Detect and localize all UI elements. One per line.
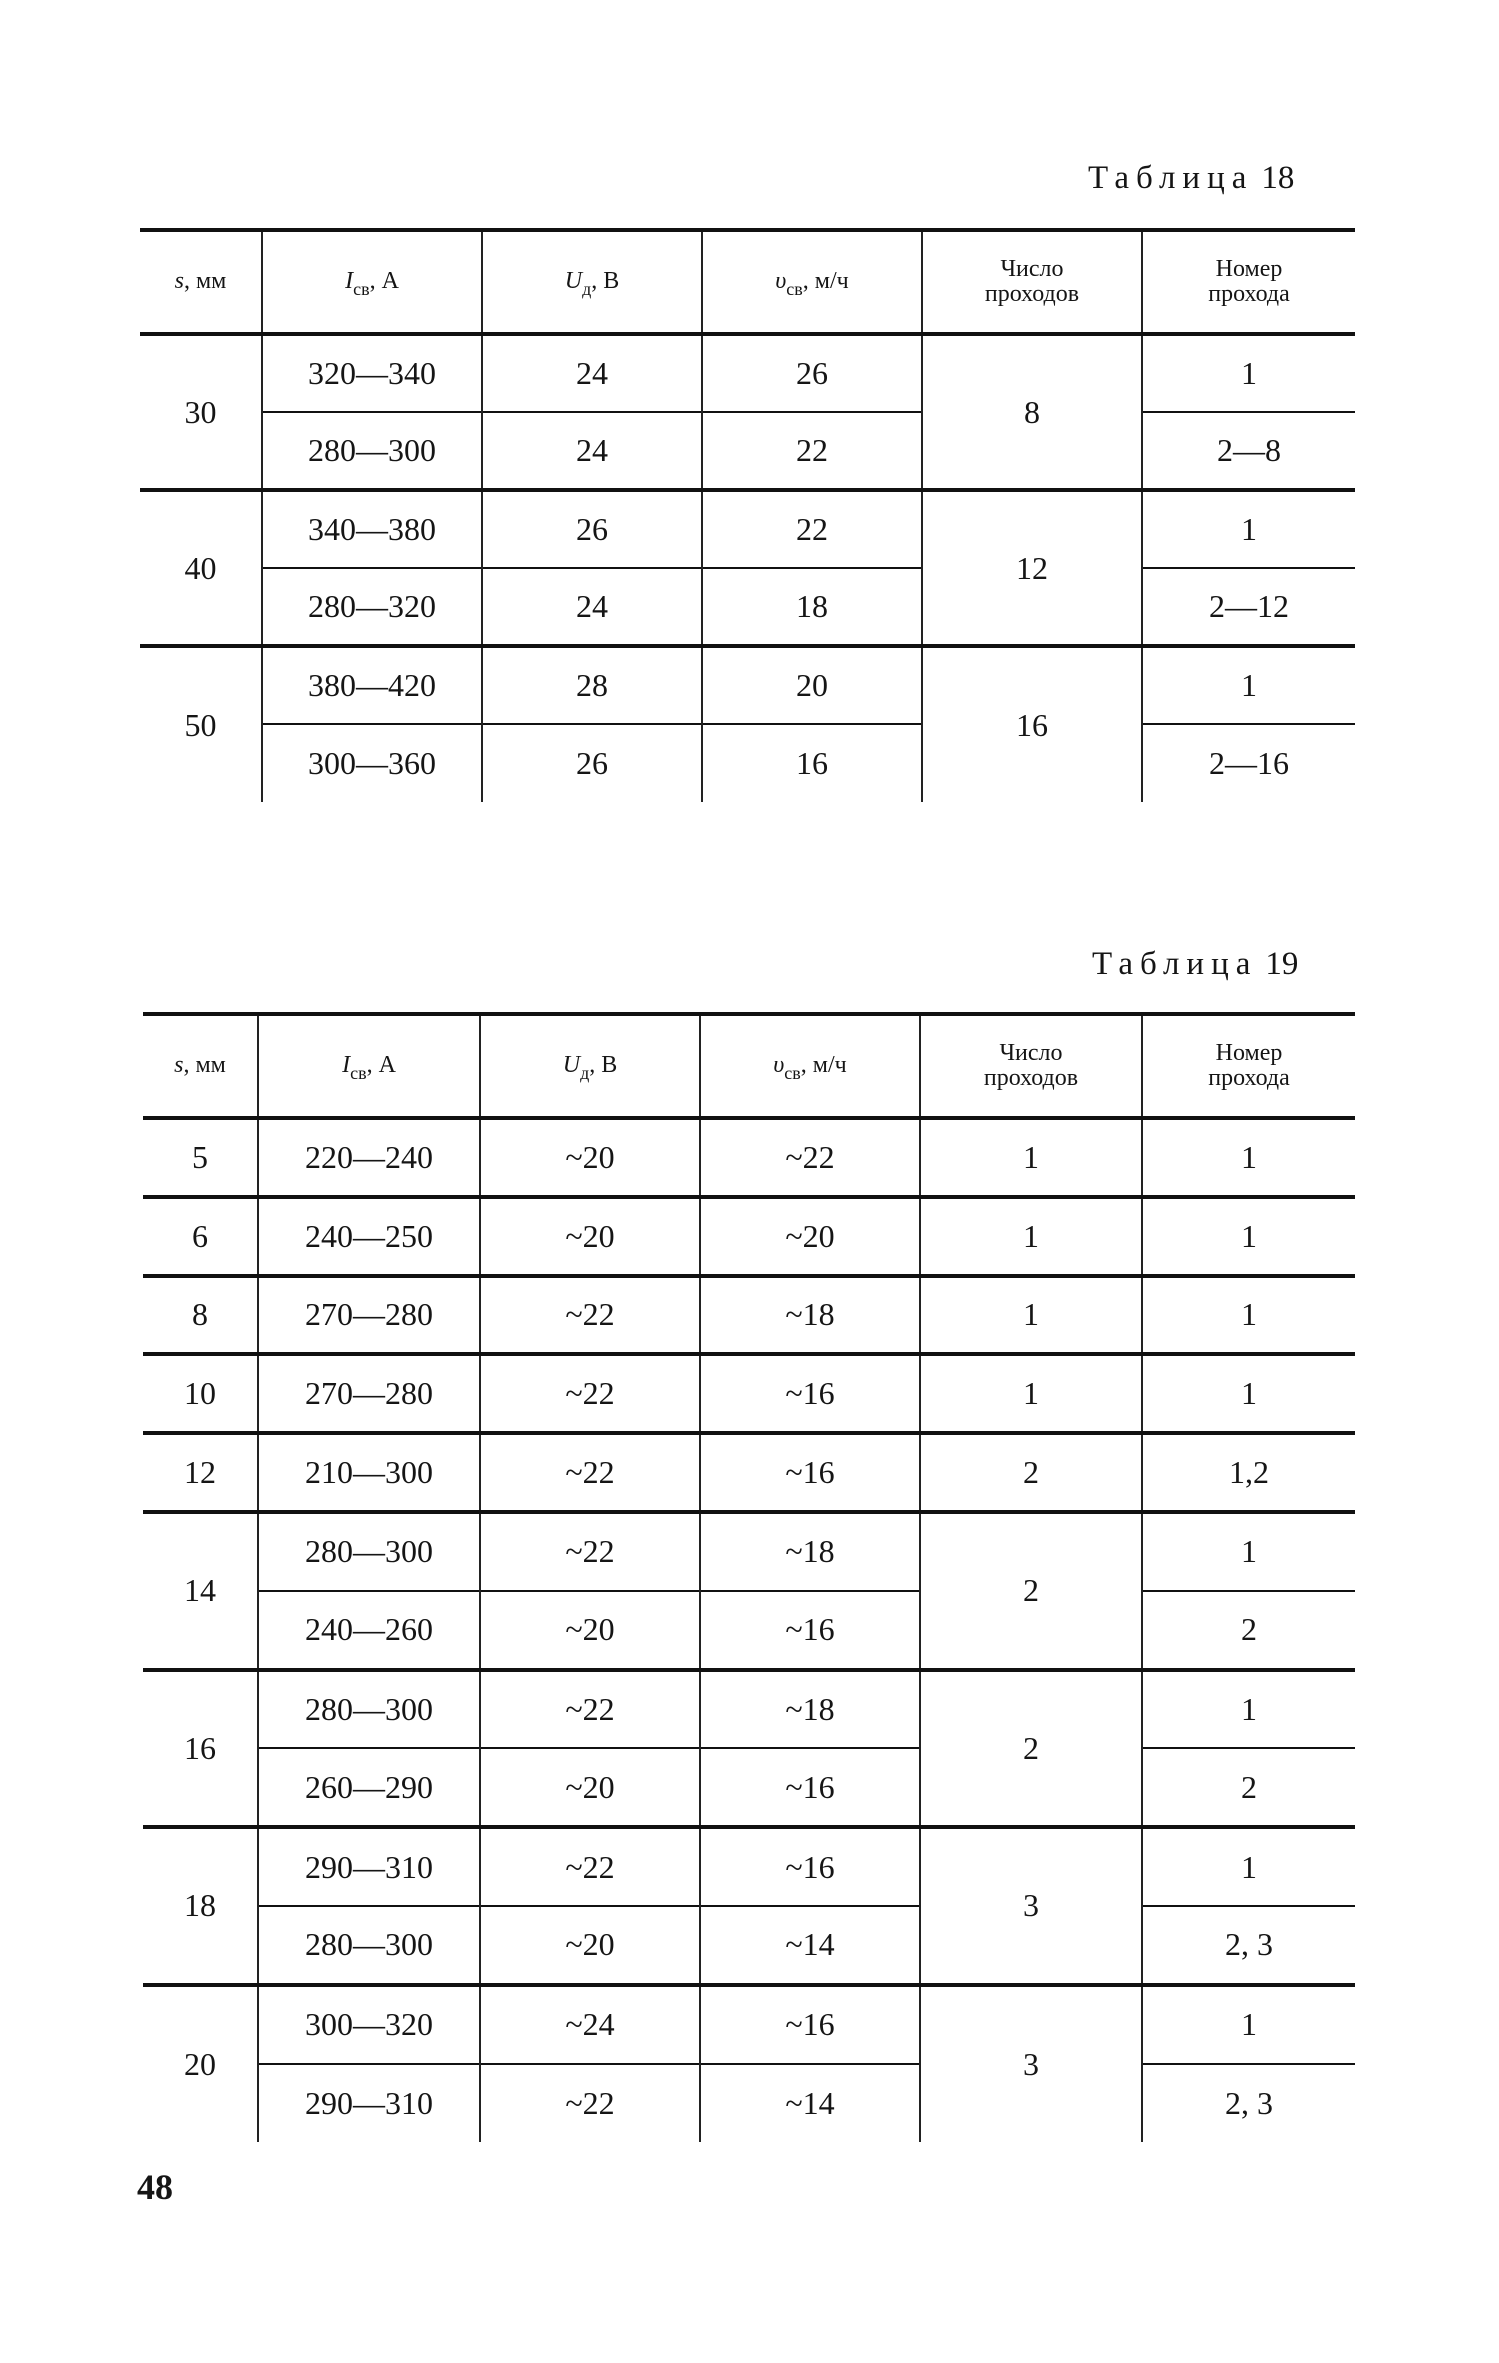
table-row — [143, 1118, 1355, 1197]
cell-voltage: 28 — [482, 646, 702, 724]
header-passes — [922, 230, 1142, 334]
cell-speed: ~18 — [700, 1512, 920, 1591]
cell-voltage: ~20 — [480, 1591, 700, 1670]
cell-speed: ~16 — [700, 1985, 920, 2064]
cell-current: 240—260 — [258, 1591, 480, 1670]
cell-thickness: 10 — [143, 1354, 258, 1433]
cell-speed: ~14 — [700, 2064, 920, 2143]
cell-voltage: ~22 — [480, 1433, 700, 1512]
cell-passes: 2 — [920, 1670, 1142, 1828]
table-row — [143, 1906, 1355, 1985]
header-v-subscript: св — [786, 279, 803, 300]
cell-current: 240—250 — [258, 1197, 480, 1276]
cell-thickness: 50 — [140, 646, 262, 802]
cell-thickness: 12 — [143, 1433, 258, 1512]
cell-current: 300—320 — [258, 1985, 480, 2064]
table-row — [143, 1512, 1355, 1591]
cell-thickness: 30 — [140, 334, 262, 490]
cell-thickness: 18 — [143, 1827, 258, 1985]
table-18-caption-word: Таблица — [1088, 160, 1254, 196]
table-18 — [140, 228, 1355, 802]
table-19 — [143, 1012, 1355, 2142]
cell-voltage: ~22 — [480, 1670, 700, 1749]
cell-pass-number: 1 — [1142, 1197, 1355, 1276]
header-u-symbol: U — [564, 268, 583, 295]
header-s — [143, 1014, 258, 1118]
cell-pass-number: 2—12 — [1142, 568, 1355, 646]
table-row — [143, 1197, 1355, 1276]
cell-passes: 3 — [920, 1985, 1142, 2143]
cell-current: 270—280 — [258, 1354, 480, 1433]
page-number: 48 — [137, 2167, 173, 2207]
cell-passes: 1 — [920, 1197, 1142, 1276]
cell-voltage: ~22 — [480, 2064, 700, 2143]
cell-passes: 3 — [920, 1827, 1142, 1985]
cell-pass-number: 2, 3 — [1142, 1906, 1355, 1985]
cell-pass-number: 1 — [1142, 1118, 1355, 1197]
cell-pass-number: 2 — [1142, 1748, 1355, 1827]
header-i-unit: , А — [366, 1052, 396, 1079]
header-i-subscript: св — [350, 1063, 367, 1084]
cell-pass-number: 2, 3 — [1142, 2064, 1355, 2143]
table-row — [140, 724, 1355, 802]
cell-speed: 22 — [702, 490, 922, 568]
header-u — [480, 1014, 700, 1118]
cell-voltage: 24 — [482, 334, 702, 412]
cell-voltage: 26 — [482, 490, 702, 568]
header-passes-line: проходов — [984, 281, 1080, 307]
header-v — [702, 230, 922, 334]
header-pass-no-line: Номер — [1215, 255, 1283, 282]
header-i-unit: , А — [369, 268, 399, 295]
cell-speed: ~16 — [700, 1748, 920, 1827]
cell-current: 220—240 — [258, 1118, 480, 1197]
header-v-subscript: св — [784, 1063, 801, 1084]
cell-voltage: ~22 — [480, 1354, 700, 1433]
header-u-subscript: д — [582, 279, 592, 300]
cell-speed: ~18 — [700, 1670, 920, 1749]
cell-pass-number: 2—8 — [1142, 412, 1355, 490]
cell-speed: ~16 — [700, 1591, 920, 1670]
cell-current: 280—300 — [258, 1512, 480, 1591]
cell-current: 270—280 — [258, 1276, 480, 1355]
cell-voltage: ~20 — [480, 1748, 700, 1827]
cell-current: 280—320 — [262, 568, 482, 646]
cell-pass-number: 1 — [1142, 1985, 1355, 2064]
header-v-symbol: υ — [773, 1052, 785, 1079]
cell-speed: ~16 — [700, 1433, 920, 1512]
cell-voltage: 26 — [482, 724, 702, 802]
table-row — [143, 1591, 1355, 1670]
header-passes-line: проходов — [983, 1065, 1079, 1091]
table-row — [140, 568, 1355, 646]
header-i-symbol: I — [342, 1052, 351, 1079]
header-v-unit: , м/ч — [800, 1052, 847, 1079]
header-passes — [920, 1014, 1142, 1118]
header-u — [482, 230, 702, 334]
table-18-number: 18 — [1261, 160, 1295, 196]
header-pass-no — [1142, 1014, 1355, 1118]
table-19-caption — [1092, 946, 1298, 983]
cell-speed: ~22 — [700, 1118, 920, 1197]
cell-current: 210—300 — [258, 1433, 480, 1512]
table-row — [143, 2064, 1355, 2143]
cell-pass-number: 1 — [1142, 1670, 1355, 1749]
table-row — [143, 1670, 1355, 1749]
cell-current: 260—290 — [258, 1748, 480, 1827]
cell-pass-number: 1 — [1142, 334, 1355, 412]
cell-thickness: 16 — [143, 1670, 258, 1828]
cell-current: 280—300 — [258, 1906, 480, 1985]
cell-pass-number: 2—16 — [1142, 724, 1355, 802]
table-row — [143, 1433, 1355, 1512]
cell-current: 380—420 — [262, 646, 482, 724]
cell-voltage: 24 — [482, 568, 702, 646]
header-passes-line: Число — [999, 1039, 1063, 1066]
cell-speed: 18 — [702, 568, 922, 646]
cell-speed: ~16 — [700, 1827, 920, 1906]
cell-pass-number: 1 — [1142, 1276, 1355, 1355]
cell-speed: ~18 — [700, 1276, 920, 1355]
header-u-subscript: д — [580, 1063, 590, 1084]
cell-pass-number: 1,2 — [1142, 1433, 1355, 1512]
table-row — [143, 1354, 1355, 1433]
header-i-symbol: I — [345, 268, 354, 295]
cell-pass-number: 1 — [1142, 1827, 1355, 1906]
header-v-symbol: υ — [775, 268, 787, 295]
header-v — [700, 1014, 920, 1118]
header-u-symbol: U — [562, 1052, 581, 1079]
cell-pass-number: 1 — [1142, 646, 1355, 724]
cell-speed: 26 — [702, 334, 922, 412]
table-row — [143, 1985, 1355, 2064]
table-row — [140, 412, 1355, 490]
header-i — [262, 230, 482, 334]
cell-voltage: 24 — [482, 412, 702, 490]
cell-speed: 22 — [702, 412, 922, 490]
header-u-unit: , В — [589, 1052, 618, 1079]
cell-voltage: ~22 — [480, 1827, 700, 1906]
table-19-caption-word: Таблица — [1092, 946, 1258, 982]
header-i — [258, 1014, 480, 1118]
cell-voltage: ~20 — [480, 1197, 700, 1276]
cell-current: 280—300 — [262, 412, 482, 490]
cell-thickness: 5 — [143, 1118, 258, 1197]
header-pass-no-line: Номер — [1215, 1039, 1283, 1066]
cell-passes: 12 — [922, 490, 1142, 646]
header-pass-no-line: прохода — [1208, 1065, 1290, 1091]
header-pass-no-line: прохода — [1208, 281, 1290, 307]
cell-passes: 2 — [920, 1512, 1142, 1670]
header-pass-no — [1142, 230, 1355, 334]
cell-passes: 1 — [920, 1354, 1142, 1433]
cell-passes: 16 — [922, 646, 1142, 802]
header-s-symbol: s — [174, 268, 184, 295]
header-i-subscript: св — [353, 279, 370, 300]
header-passes-line: Число — [1000, 255, 1064, 282]
header-s — [140, 230, 262, 334]
cell-voltage: ~20 — [480, 1118, 700, 1197]
cell-thickness: 14 — [143, 1512, 258, 1670]
cell-thickness: 6 — [143, 1197, 258, 1276]
table-row — [140, 334, 1355, 412]
cell-pass-number: 2 — [1142, 1591, 1355, 1670]
cell-current: 280—300 — [258, 1670, 480, 1749]
cell-speed: 16 — [702, 724, 922, 802]
header-u-unit: , В — [591, 268, 620, 295]
cell-current: 340—380 — [262, 490, 482, 568]
header-row — [143, 1014, 1355, 1118]
cell-pass-number: 1 — [1142, 490, 1355, 568]
header-v-unit: , м/ч — [802, 268, 849, 295]
cell-current: 300—360 — [262, 724, 482, 802]
header-row — [140, 230, 1355, 334]
table-18-caption — [1088, 160, 1294, 197]
cell-current: 290—310 — [258, 1827, 480, 1906]
cell-thickness: 8 — [143, 1276, 258, 1355]
cell-voltage: ~20 — [480, 1906, 700, 1985]
table-row — [140, 646, 1355, 724]
table-row — [143, 1276, 1355, 1355]
cell-passes: 1 — [920, 1276, 1142, 1355]
header-s-unit: , мм — [183, 268, 227, 295]
cell-pass-number: 1 — [1142, 1354, 1355, 1433]
cell-thickness: 20 — [143, 1985, 258, 2143]
cell-thickness: 40 — [140, 490, 262, 646]
table-row — [143, 1827, 1355, 1906]
cell-current: 320—340 — [262, 334, 482, 412]
cell-current: 290—310 — [258, 2064, 480, 2143]
cell-voltage: ~24 — [480, 1985, 700, 2064]
cell-speed: ~14 — [700, 1906, 920, 1985]
table-19-number: 19 — [1265, 946, 1299, 982]
cell-passes: 2 — [920, 1433, 1142, 1512]
header-s-symbol: s — [174, 1052, 184, 1079]
cell-speed: ~16 — [700, 1354, 920, 1433]
cell-voltage: ~22 — [480, 1276, 700, 1355]
table-row — [143, 1748, 1355, 1827]
table-row — [140, 490, 1355, 568]
header-s-unit: , мм — [183, 1052, 226, 1079]
cell-speed: ~20 — [700, 1197, 920, 1276]
cell-passes: 1 — [920, 1118, 1142, 1197]
cell-voltage: ~22 — [480, 1512, 700, 1591]
cell-pass-number: 1 — [1142, 1512, 1355, 1591]
cell-speed: 20 — [702, 646, 922, 724]
cell-passes: 8 — [922, 334, 1142, 490]
